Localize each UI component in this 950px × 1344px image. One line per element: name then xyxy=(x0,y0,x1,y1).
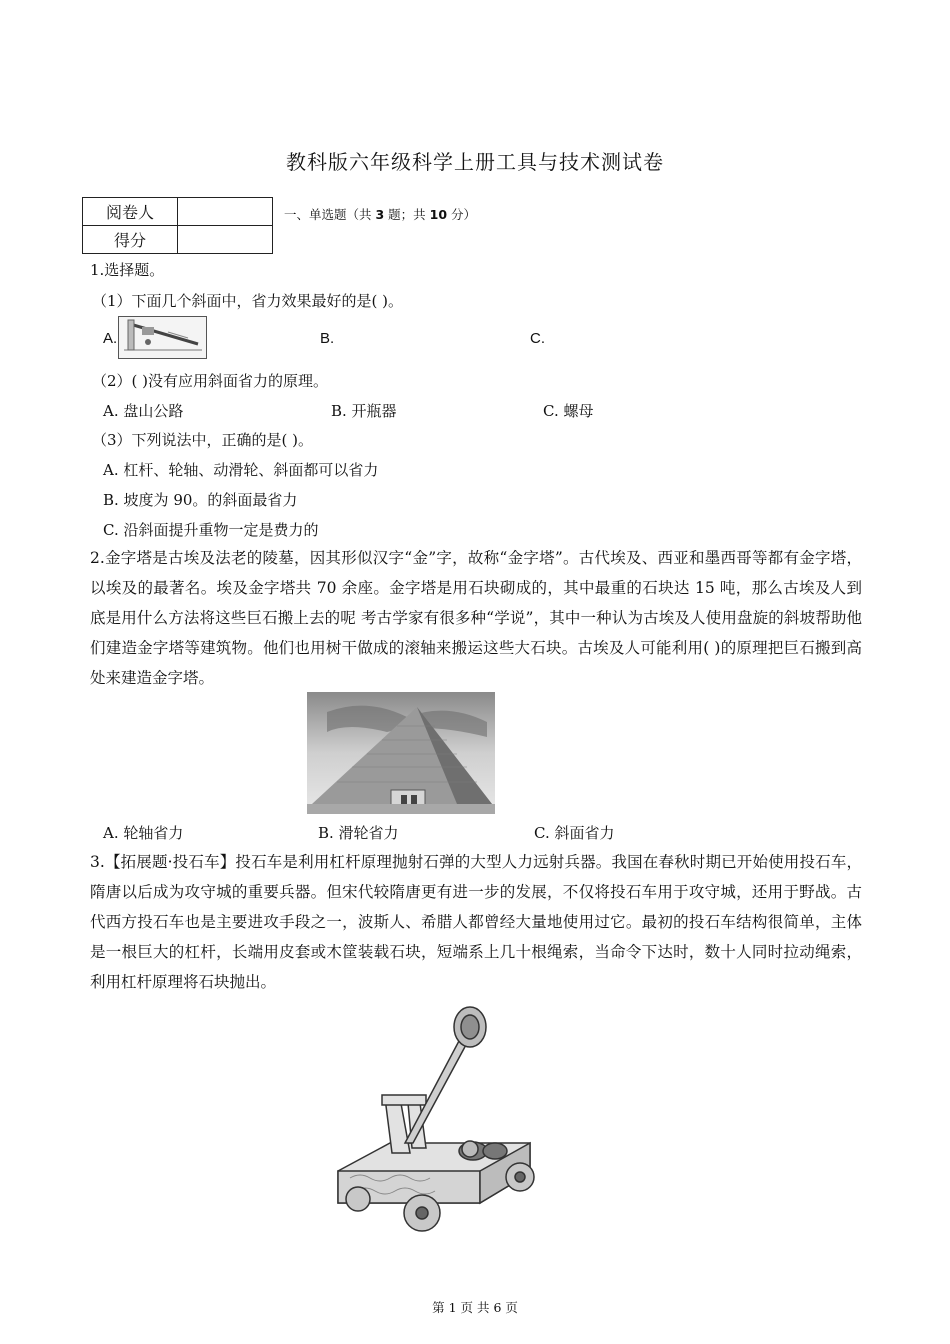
q2-option-a[interactable]: A. 轮轴省力 xyxy=(103,824,184,842)
q1-sub3: （3）下列说法中，正确的是( )。 xyxy=(92,431,314,449)
q2-option-c[interactable]: C. 斜面省力 xyxy=(534,824,615,842)
q1-sub3-option-c[interactable]: C. 沿斜面提升重物一定是费力的 xyxy=(103,521,319,539)
section-points: 10 xyxy=(429,207,448,222)
q3-text: 3.【拓展题·投石车】投石车是利用杠杆原理抛射石弹的大型人力远射兵器。我国在春秋时期已开始使用投石车，隋唐以后成为攻守城的重要兵器。但宋代较隋唐更有进一步的发展，不仅将投石车用于攻守城，还用于野战。古代西方投石车也是主要进攻手段之一，波斯人、希腊人都曾经大量地使用过它。最初的投石车结构很简单，主体是一根巨大的杠杆，长端用皮套或木筐装载石块，短端系上几十根绳索，当命令下达时，数十人同时拉动绳索，利用杠杆原理将石块抛出。 xyxy=(90,853,862,991)
q1-sub2: （2）( )没有应用斜面省力的原理。 xyxy=(92,372,329,390)
incline-image-a xyxy=(118,316,207,359)
q1-sub1: （1）下面几个斜面中，省力效果最好的是( )。 xyxy=(92,292,404,310)
q1-sub1-option-a[interactable]: A. xyxy=(103,330,118,347)
q1-sub1-option-b[interactable]: B. xyxy=(320,330,335,347)
score-table xyxy=(82,197,273,254)
grader-cell[interactable] xyxy=(178,198,273,226)
page-footer: 第 1 页 共 6 页 xyxy=(432,1300,518,1315)
q1-sub3-option-b[interactable]: B. 坡度为 90。的斜面最省力 xyxy=(103,491,298,509)
grader-label: 阅卷人 xyxy=(83,198,178,226)
question-count: 3 xyxy=(375,207,385,222)
q1-sub2-option-b[interactable]: B. 开瓶器 xyxy=(331,402,397,420)
section-header: 一、单选题（共 3 题；共 10 分） xyxy=(284,207,477,222)
q1-sub2-option-a[interactable]: A. 盘山公路 xyxy=(103,402,184,420)
score-label: 得分 xyxy=(83,226,178,254)
q1-sub2-option-c[interactable]: C. 螺母 xyxy=(543,402,594,420)
q1-stem: 1.选择题。 xyxy=(90,261,165,279)
score-cell[interactable] xyxy=(178,226,273,254)
q1-sub3-option-a[interactable]: A. 杠杆、轮轴、动滑轮、斜面都可以省力 xyxy=(103,461,379,479)
q2-option-b[interactable]: B. 滑轮省力 xyxy=(318,824,399,842)
q2-text: 2.金字塔是古埃及法老的陵墓，因其形似汉字“金”字，故称“金字塔”。古代埃及、西亚和墨西哥等都有金字塔，以埃及的最著名。埃及金字塔共 70 余座。金字塔是用石块砌成的，其中最重的石块达 15 吨，那么古埃及人到底是用什么方法将这些巨石搬上去的呢 考古学家有很多种“学说”，其中一种认为古埃及人使用盘旋的斜坡帮助他们建造金字塔等建筑物。他们也用树干做成的滚轴来搬运这些大石块。古埃及人可能利用( )的原理把巨石搬到高处来建造金字塔。 xyxy=(90,549,862,687)
q1-sub1-option-c[interactable]: C. xyxy=(530,330,545,347)
pyramid-image xyxy=(307,692,495,814)
page-title: 教科版六年级科学上册工具与技术测试卷 xyxy=(286,150,664,174)
catapult-image xyxy=(330,1003,542,1237)
